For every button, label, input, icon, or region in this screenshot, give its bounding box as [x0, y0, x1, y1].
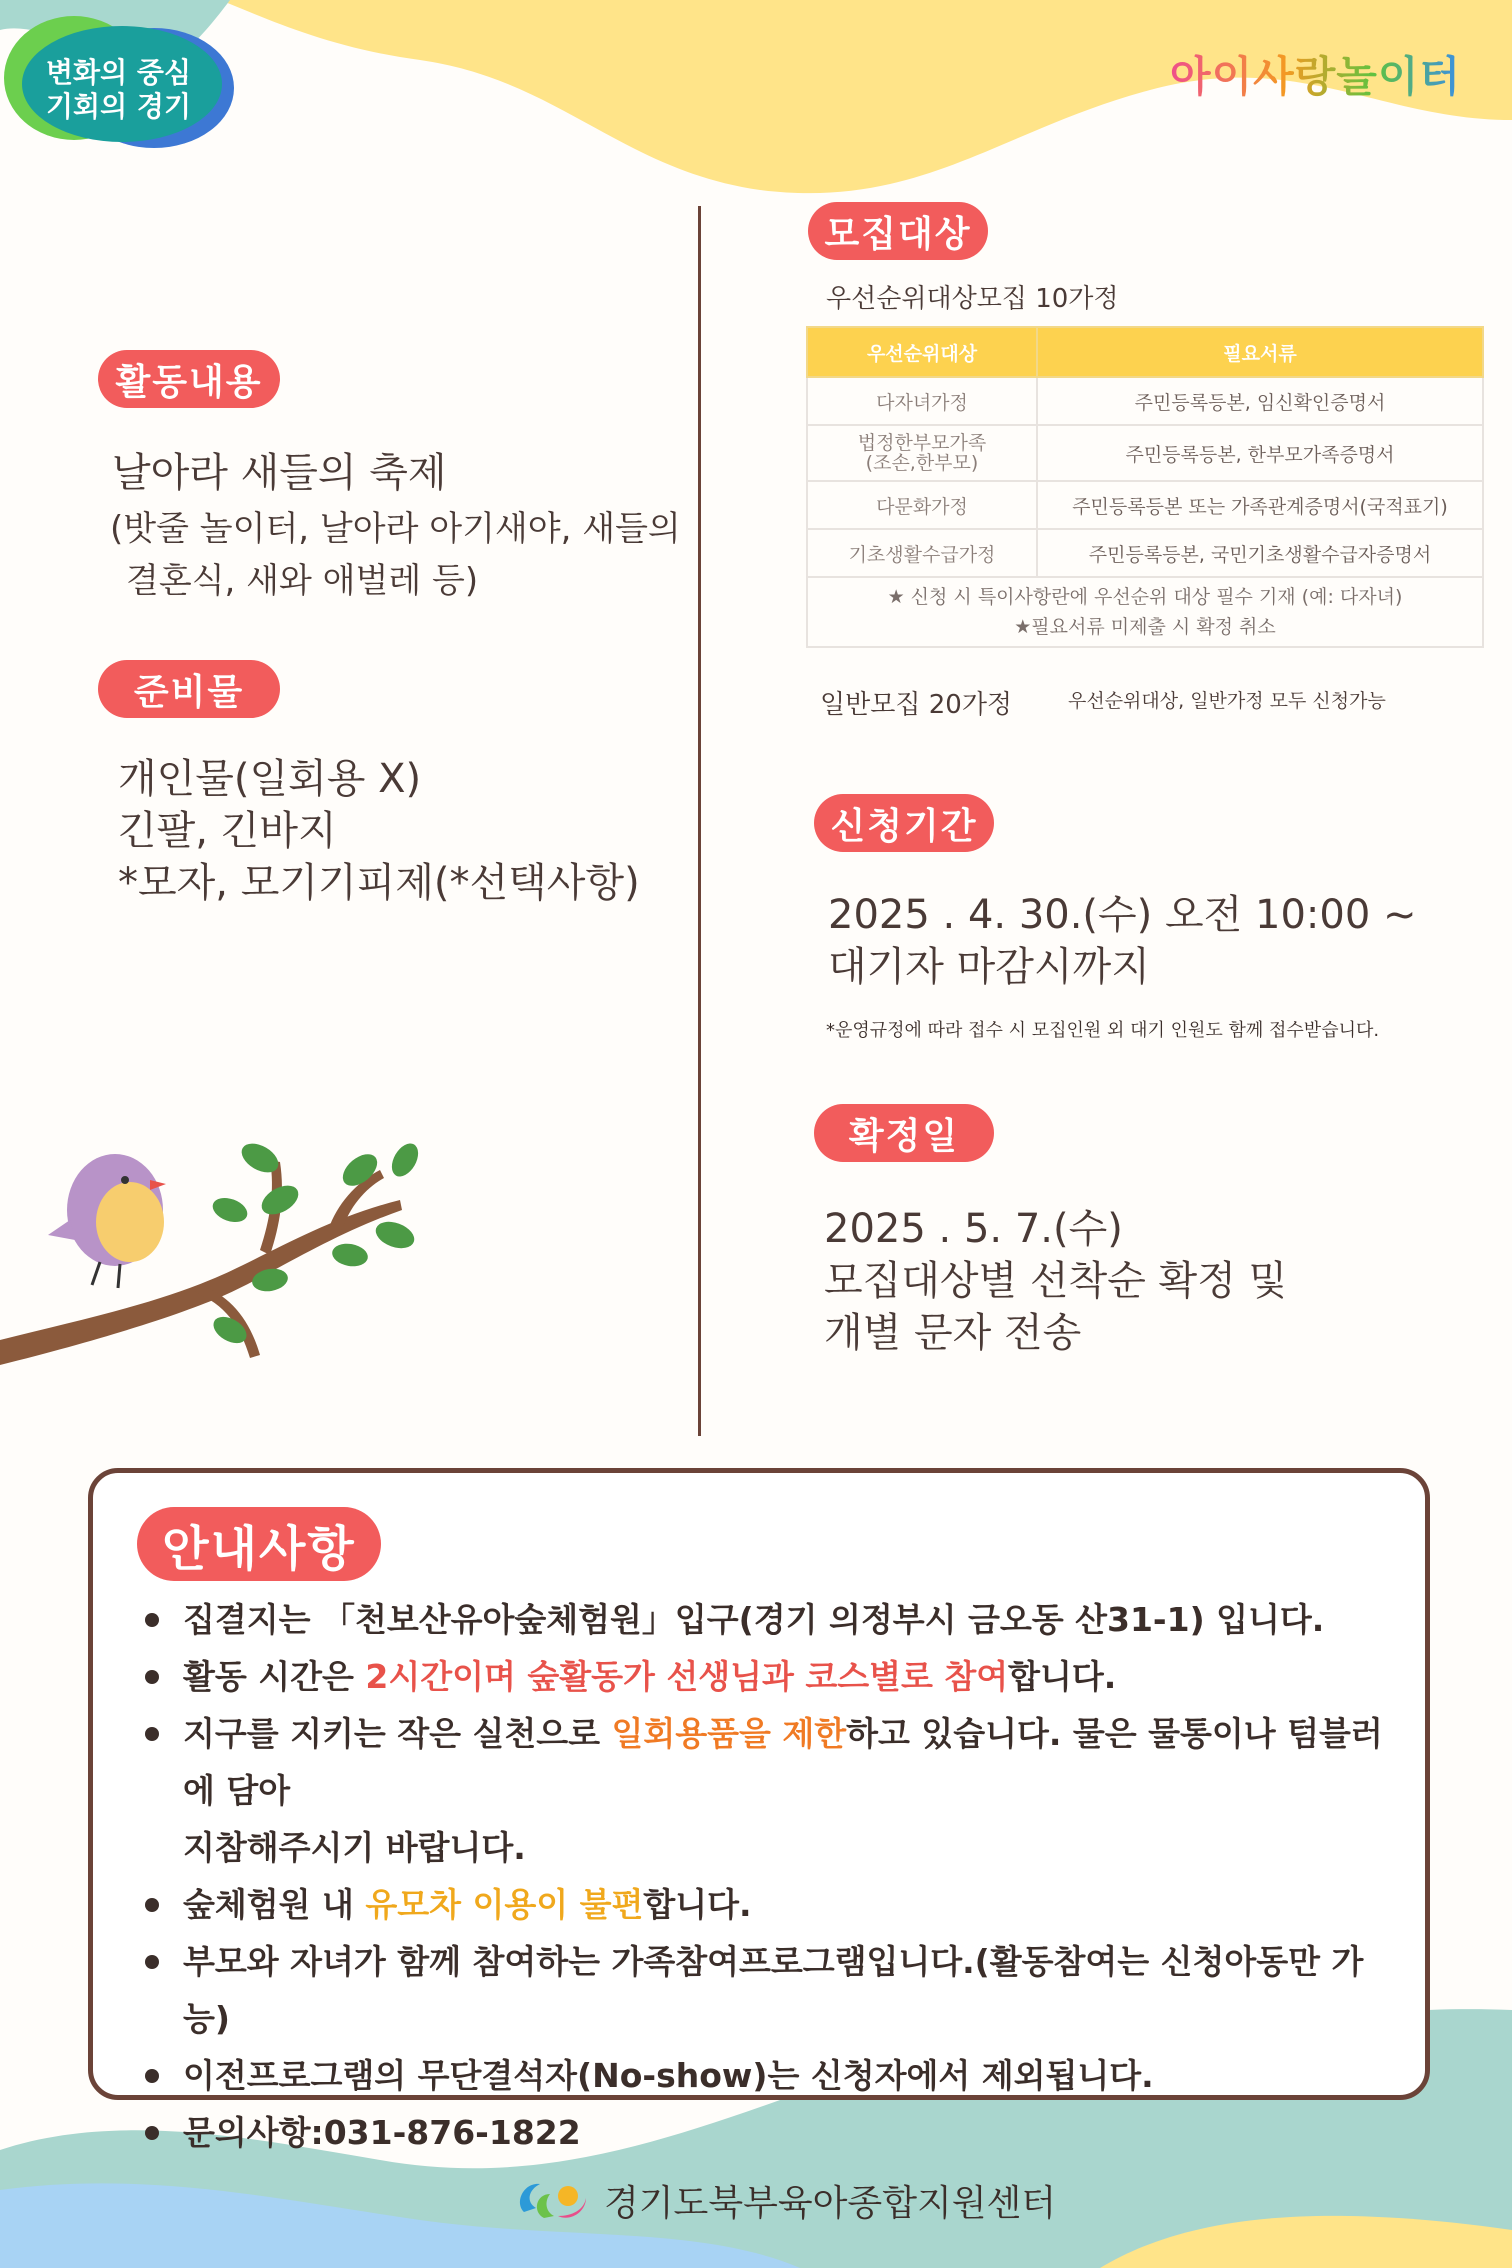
notice-text: 하고 있습니다. 물은 물통이나 텀블러에 담아	[183, 1714, 1383, 1810]
table-note	[807, 577, 1483, 647]
period-line1: 2025 . 4. 30.(수) 오전 10:00 ~	[828, 892, 1417, 938]
confirm-line1: 2025 . 5. 7.(수)	[824, 1206, 1123, 1252]
notice-highlight: 유모차 이용이 불편	[365, 1885, 644, 1924]
center-logo-icon	[514, 2172, 598, 2228]
table-row	[807, 529, 1483, 577]
org-name: 경기도북부육아종합지원센터	[604, 2182, 1057, 2224]
table-header: 우선순위대상	[807, 327, 1037, 377]
table-row	[807, 481, 1483, 529]
note-line1: ★ 신청 시 특이사항란에 우선순위 대상 필수 기재 (예: 다자녀)	[887, 586, 1403, 608]
table-cell: 다자녀가정	[807, 377, 1037, 425]
list-item	[145, 1876, 1385, 1933]
notice-highlight: 「천보산유아숲체험원」	[322, 1600, 675, 1639]
bird-icon	[48, 1154, 166, 1288]
period-label: 신청기간	[814, 794, 994, 852]
table-cell: 다문화가정	[807, 481, 1037, 529]
supplies-item-1: 개인물(일회용 X)	[118, 756, 422, 802]
confirm-line3: 개별 문자 전송	[824, 1310, 1082, 1356]
notice-box	[88, 1468, 1430, 2152]
notice-label: 안내사항	[137, 1507, 381, 1581]
notice-text: 활동 시간은	[183, 1657, 366, 1696]
priority-title: 우선순위대상모집 10가정	[826, 284, 1119, 314]
notice-text: 지참해주시기 바랍니다.	[183, 1828, 526, 1867]
supplies-item-2: 긴팔, 긴바지	[118, 808, 337, 854]
note-line2: ★필요서류 미제출 시 확정 취소	[1014, 616, 1276, 638]
table-cell: 주민등록등본, 임신확인증명서	[1037, 377, 1483, 425]
supplies-item-3: *모자, 모기기피제(*선택사항)	[118, 860, 640, 906]
notice-text: 집결지는	[183, 1600, 323, 1639]
list-item: 이전프로그램의 무단결석자(No-show)는 신청자에서 제외됩니다.	[145, 2047, 1385, 2104]
list-item	[145, 1648, 1385, 1705]
column-divider	[698, 206, 701, 1436]
table-header: 필요서류	[1037, 327, 1483, 377]
confirm-line2: 모집대상별 선착순 확정 및	[824, 1258, 1288, 1304]
list-item	[145, 1705, 1385, 1876]
notice-text: 합니다.	[1008, 1657, 1117, 1696]
notice-text: 숲체험원 내	[183, 1885, 366, 1924]
activity-detail-line2: 결혼식, 새와 애벌레 등)	[126, 561, 479, 601]
table-cell	[807, 425, 1037, 481]
table-header-row	[807, 327, 1483, 377]
bird-branch-illustration	[0, 1140, 430, 1370]
aisarang-logo	[1170, 44, 1461, 104]
period-note: *운영규정에 따라 접수 시 모집인원 외 대기 인원도 함께 접수받습니다.	[826, 1020, 1380, 1041]
gyeonggi-badge	[4, 8, 236, 150]
activity-title: 날아라 새들의 축제	[112, 450, 447, 496]
notice-text: 합니다.	[643, 1885, 752, 1924]
general-note: 우선순위대상, 일반가정 모두 신청가능	[1068, 690, 1386, 712]
recruit-label: 모집대상	[808, 202, 988, 260]
notice-highlight: 일회용품을 제한	[611, 1714, 847, 1753]
logo-text: 아이사랑놀이터	[1170, 52, 1462, 101]
requirements-table	[806, 326, 1484, 648]
badge-line1: 변화의 중심	[46, 56, 191, 89]
table-note-row	[807, 577, 1483, 647]
table-row	[807, 377, 1483, 425]
activity-detail-line1: (밧줄 놀이터, 날아라 아기새야, 새들의	[110, 509, 681, 549]
list-item: 문의사항:031-876-1822	[145, 2104, 1385, 2161]
list-item	[145, 1591, 1385, 1648]
confirm-label: 확정일	[814, 1104, 994, 1162]
notice-list	[145, 1591, 1385, 2161]
list-item: 부모와 자녀가 함께 참여하는 가족참여프로그램입니다.(활동참여는 신청아동만 가능)	[145, 1933, 1385, 2047]
notice-text: 지구를 지키는 작은 실천으로	[183, 1714, 612, 1753]
badge-line2: 기회의 경기	[46, 90, 191, 123]
table-cell: 기초생활수급가정	[807, 529, 1037, 577]
notice-highlight: 2시간이며 숲활동가 선생님과 코스별로 참여	[365, 1657, 1009, 1696]
notice-text: 입구(경기 의정부시 금오동 산31-1) 입니다.	[674, 1600, 1325, 1639]
table-row	[807, 425, 1483, 481]
period-line2: 대기자 마감시까지	[828, 944, 1150, 990]
footer	[514, 2172, 1056, 2228]
table-cell: 주민등록등본, 국민기초생활수급자증명서	[1037, 529, 1483, 577]
target-line2: (조손,한부모)	[865, 452, 979, 474]
target-line1: 법정한부모가족	[857, 432, 987, 454]
general-title: 일반모집 20가정	[820, 690, 1013, 720]
table-cell: 주민등록등본, 한부모가족증명서	[1037, 425, 1483, 481]
table-cell: 주민등록등본 또는 가족관계증명서(국적표기)	[1037, 481, 1483, 529]
supplies-label: 준비물	[98, 660, 280, 718]
activity-label: 활동내용	[98, 350, 280, 408]
